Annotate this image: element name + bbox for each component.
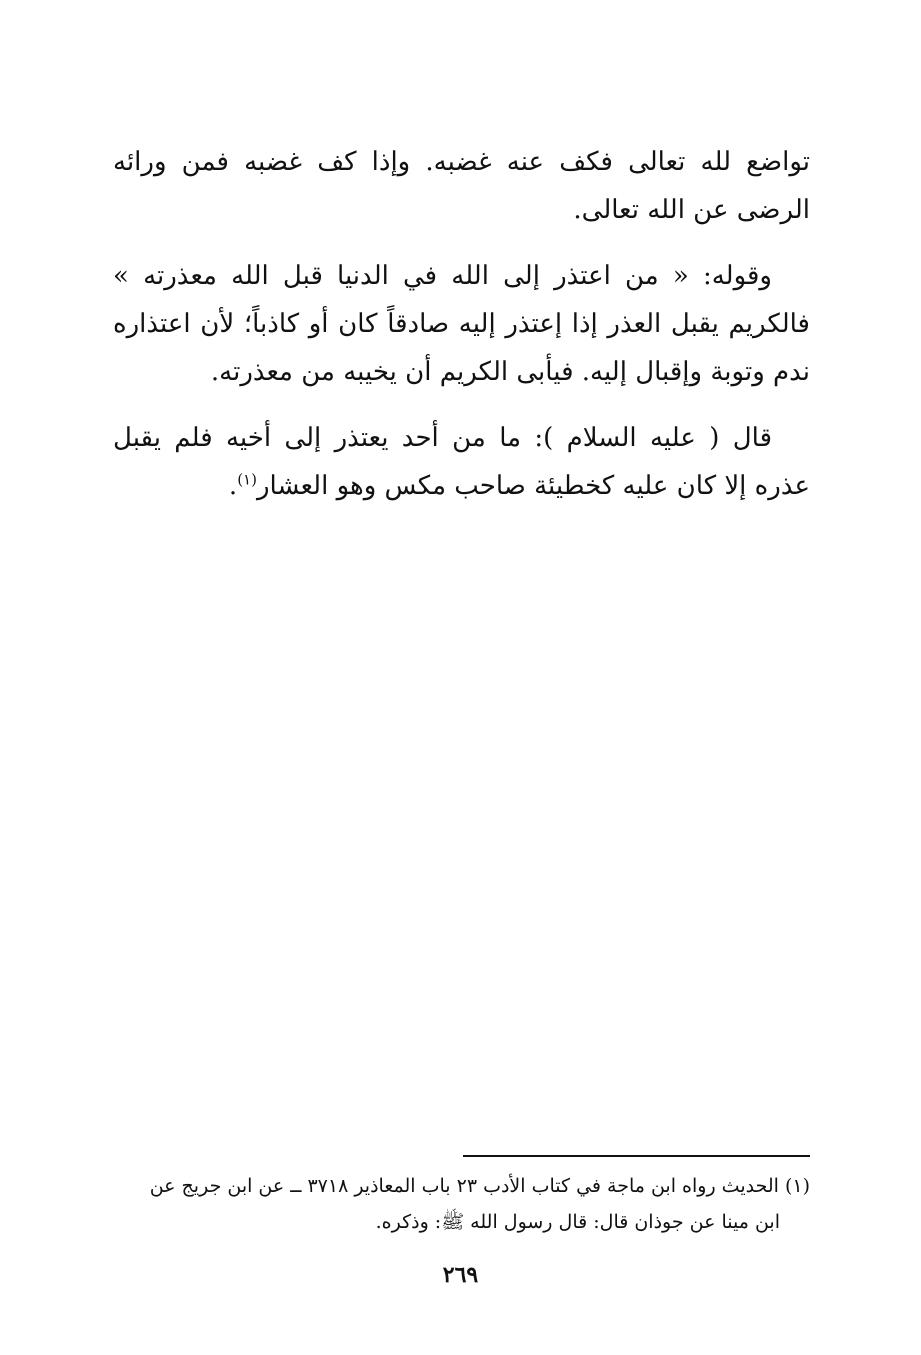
paragraph-1 bbox=[113, 138, 810, 234]
footnote-divider bbox=[463, 1155, 810, 1157]
footnote-line-2: ابن مينا عن جوذان قال: قال رسول الله ﷺ: وذكره. bbox=[375, 1211, 780, 1233]
footnote bbox=[113, 1168, 810, 1240]
main-text bbox=[113, 138, 810, 528]
paragraph-3-text: قال ( عليه السلام ): ما من أحد يعتذر إلى أخيه فلم يقبل عذره إلا كان عليه كخطيئة صاحب مكس وهو العشار bbox=[113, 423, 810, 501]
paragraph-3 bbox=[113, 414, 810, 510]
paragraph-2-text: وقوله: « من اعتذر إلى الله في الدنيا قبل الله معذرته » فالكريم يقبل العذر إذا إعتذر إليه صادقاً كان أو كاذباً؛ لأن اعتذاره ندم وتوبة وإقبال إليه. فيأبى الكريم أن يخيبه من معذرته. bbox=[113, 261, 810, 387]
page-number: ٢٦٩ bbox=[442, 1262, 479, 1288]
footnote-reference[interactable]: (١) bbox=[237, 470, 257, 489]
paragraph-1-text: تواضع لله تعالى فكف عنه غضبه. وإذا كف غضبه فمن ورائه الرضى عن الله تعالى. bbox=[113, 147, 810, 225]
paragraph-2 bbox=[113, 252, 810, 396]
footnote-line-1: (١) الحديث رواه ابن ماجة في كتاب الأدب ٢٣ باب المعاذير ٣٧١٨ ــ عن ابن جريج عن bbox=[149, 1175, 810, 1197]
paragraph-3-trailing: . bbox=[228, 471, 238, 501]
